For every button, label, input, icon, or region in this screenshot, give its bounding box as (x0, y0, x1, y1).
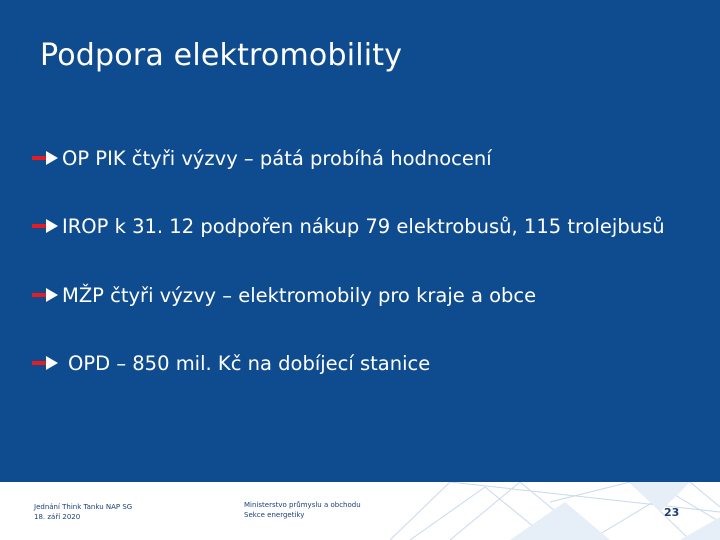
footer-meeting-info (34, 502, 132, 522)
footer-ministry: Ministerstvo průmyslu a obchodu (244, 501, 361, 509)
bullet-text: MŽP čtyři výzvy – elektromobily pro kraje a obce (62, 283, 537, 307)
bullet-text: OP PIK čtyři výzvy – pátá probíhá hodnocení (62, 146, 492, 170)
footer-organization (244, 500, 361, 520)
footer (0, 482, 720, 540)
page-number: 23 (664, 506, 680, 519)
bullet-item (30, 280, 536, 310)
arrow-bullet-icon (30, 286, 60, 304)
bullet-text: IROP k 31. 12 podpořen nákup 79 elektrobusů, 115 trolejbusů (62, 214, 665, 238)
footer-section: Sekce energetiky (244, 511, 305, 519)
bullet-item (30, 143, 492, 173)
arrow-bullet-icon (30, 217, 60, 235)
footer-meeting-name: Jednání Think Tanku NAP SG (34, 503, 133, 511)
bullet-item (30, 211, 665, 241)
arrow-bullet-icon (30, 354, 60, 372)
bullet-item (30, 348, 430, 378)
arrow-bullet-icon (30, 149, 60, 167)
footer-meeting-date: 18. září 2020 (34, 513, 81, 521)
slide-title: Podpora elektromobility (40, 38, 403, 73)
bullet-text: OPD – 850 mil. Kč na dobíjecí stanice (68, 351, 431, 375)
